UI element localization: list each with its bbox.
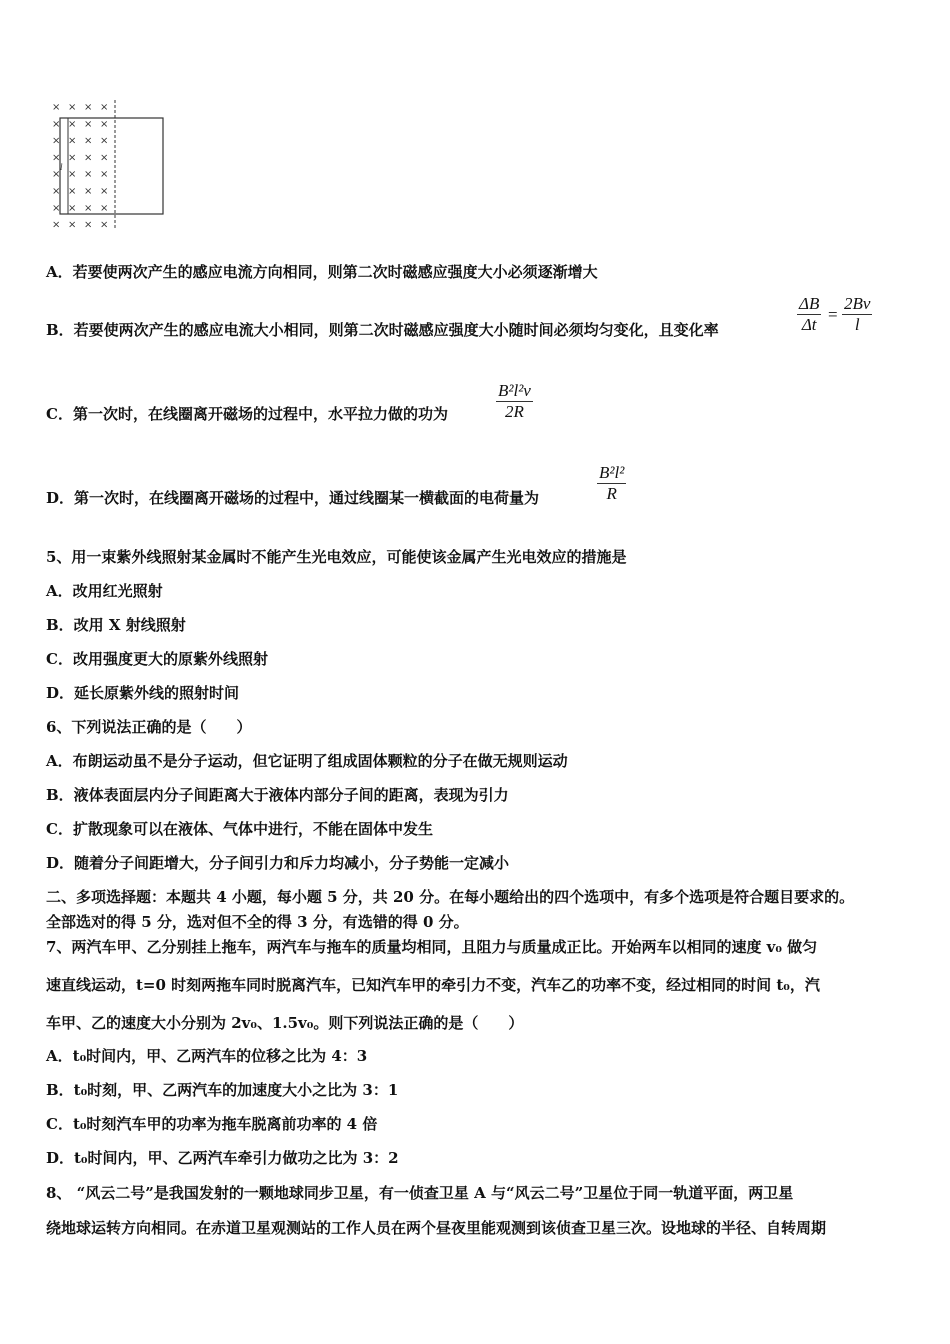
q5-option-a: A．改用红光照射 xyxy=(46,582,163,600)
q4-option-c: C．第一次时，在线圈离开磁场的过程中，水平拉力做的功为 xyxy=(46,405,448,423)
field-cross: × xyxy=(100,135,109,147)
q6-option-c: C．扩散现象可以在液体、气体中进行，不能在固体中发生 xyxy=(46,820,433,838)
field-cross: × xyxy=(68,152,77,164)
q6-option-d: D．随着分子间距增大，分子间引力和斥力均减小，分子势能一定减小 xyxy=(46,854,510,872)
field-cross: × xyxy=(52,152,61,164)
q5-option-d: D．延长原紫外线的照射时间 xyxy=(46,684,240,702)
field-cross: × xyxy=(100,118,109,130)
field-cross: × xyxy=(68,135,77,147)
field-cross: × xyxy=(100,202,109,214)
q7-option-c: C．t₀时刻汽车甲的功率为拖车脱离前功率的 4 倍 xyxy=(46,1115,378,1133)
field-cross: × xyxy=(100,169,109,181)
field-cross: × xyxy=(68,186,77,197)
magnetic-field-figure xyxy=(48,96,173,231)
field-cross: × xyxy=(84,202,93,214)
field-cross: × xyxy=(84,152,93,164)
q4-option-b: B．若要使两次产生的感应电流大小相同，则第二次时磁感应强度大小随时间必须均匀变化，且变化率 xyxy=(46,321,719,339)
field-cross: × xyxy=(68,202,77,214)
field-cross: × xyxy=(100,102,109,113)
q4-c-formula: $\frac{\text{B²l²v}}{2R}$ xyxy=(498,381,531,421)
section2-heading-line2: 全部选对的得 5 分，选对但不全的得 3 分，有选错的得 0 分。 xyxy=(46,913,469,931)
field-cross: × xyxy=(84,135,93,147)
q7-stem-line2: 速直线运动，t=0 时刻两拖车同时脱离汽车，已知汽车甲的牵引力不变，汽车乙的功率不变，经过相同的时间 t₀，汽 xyxy=(46,976,820,994)
q4-b-formula-left: $\frac{\Delta B}{\Delta t}$ xyxy=(799,294,820,334)
q7-stem-line3: 车甲、乙的速度大小分别为 2v₀、1.5v₀。则下列说法正确的是（ ） xyxy=(46,1014,524,1032)
field-cross: × xyxy=(52,102,61,113)
field-cross: × xyxy=(68,118,77,130)
field-cross: × xyxy=(100,152,109,164)
field-cross: × xyxy=(84,102,93,113)
field-cross: × xyxy=(52,202,61,214)
field-cross: × xyxy=(68,219,77,231)
wire-label: l xyxy=(60,162,63,172)
field-cross: × xyxy=(68,102,77,113)
q7-option-d: D．t₀时间内，甲、乙两汽车牵引力做功之比为 3：2 xyxy=(46,1149,399,1167)
field-cross: × xyxy=(84,118,93,130)
field-cross: × xyxy=(100,219,109,231)
field-cross: × xyxy=(84,186,93,197)
q4-option-d: D．第一次时，在线圈离开磁场的过程中，通过线圈某一横截面的电荷量为 xyxy=(46,489,540,507)
field-cross: × xyxy=(52,169,61,181)
q4-b-formula-right: $\frac{2Bv}{l}$ xyxy=(844,294,871,334)
q7-option-a: A．t₀时间内，甲、乙两汽车的位移之比为 4：3 xyxy=(46,1047,368,1065)
field-cross: × xyxy=(52,118,61,130)
field-cross: × xyxy=(68,169,77,181)
field-cross: × xyxy=(52,186,61,197)
q6-option-b: B．液体表面层内分子间距离大于液体内部分子间的距离，表现为引力 xyxy=(46,786,509,804)
q5-option-c: C．改用强度更大的原紫外线照射 xyxy=(46,650,268,668)
q6-stem: 6、下列说法正确的是（ ） xyxy=(46,718,252,736)
q7-option-b: B．t₀时刻，甲、乙两汽车的加速度大小之比为 3：1 xyxy=(46,1081,399,1099)
q5-option-b: B．改用 X 射线照射 xyxy=(46,616,186,634)
q8-stem-line2: 绕地球运转方向相同。在赤道卫星观测站的工作人员在两个昼夜里能观测到该侦查卫星三次。设地球的半径、自转周期 xyxy=(46,1219,827,1237)
q7-stem-line1: 7、两汽车甲、乙分别挂上拖车，两汽车与拖车的质量均相同，且阻力与质量成正比。开始两车以相同的速度 v₀ 做匀 xyxy=(46,938,818,956)
q8-stem-line1: 8、 “风云二号”是我国发射的一颗地球同步卫星，有一侦查卫星 A 与“风云二号”卫星位于同一轨道平面，两卫星 xyxy=(46,1184,794,1202)
field-cross: × xyxy=(84,219,93,231)
q4-b-formula-eq: = xyxy=(828,305,838,324)
q4-option-a: A．若要使两次产生的感应电流方向相同，则第二次时磁感应强度大小必须逐渐增大 xyxy=(46,263,598,281)
q6-option-a: A．布朗运动虽不是分子运动，但它证明了组成固体颗粒的分子在做无规则运动 xyxy=(46,752,568,770)
coil xyxy=(60,118,163,214)
field-cross: × xyxy=(84,169,93,181)
q5-stem: 5、用一束紫外线照射某金属时不能产生光电效应，可能使该金属产生光电效应的措施是 xyxy=(46,548,627,566)
field-cross: × xyxy=(52,219,61,231)
field-cross: × xyxy=(100,186,109,197)
section2-heading-line1: 二、多项选择题：本题共 4 小题，每小题 5 分，共 20 分。在每小题给出的四个选项中，有多个选项是符合题目要求的。 xyxy=(46,888,855,906)
field-cross: × xyxy=(52,135,61,147)
q4-d-formula: $\frac{\text{B²l²}}{R}$ xyxy=(599,463,625,503)
